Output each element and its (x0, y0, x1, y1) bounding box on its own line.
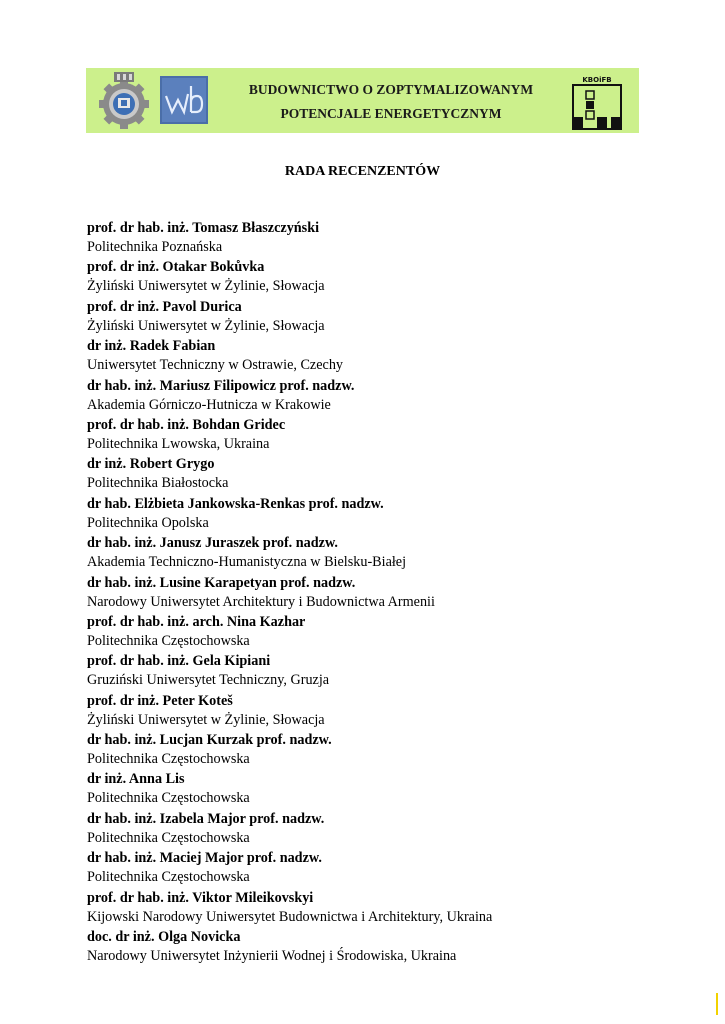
reviewer-entry (87, 613, 687, 652)
kboifb-logo (572, 73, 622, 130)
reviewer-name: dr inż. Radek Fabian (87, 338, 216, 355)
reviewer-name: dr inż. Robert Grygo (87, 456, 215, 473)
reviewer-entry (87, 849, 687, 888)
journal-title-line2: POTENCJALE ENERGETYCZNYM (280, 106, 502, 121)
reviewer-affiliation: Politechnika Częstochowska (87, 869, 250, 886)
reviewer-entry (87, 692, 687, 731)
reviewer-entry (87, 810, 687, 849)
journal-title-line1: BUDOWNICTWO O ZOPTYMALIZOWANYM (248, 82, 534, 97)
reviewer-affiliation: Gruziński Uniwersytet Techniczny, Gruzja (87, 672, 330, 689)
reviewer-affiliation: Politechnika Częstochowska (87, 829, 250, 846)
reviewer-name: dr hab. inż. Lusine Karapetyan prof. nadzw. (87, 574, 356, 591)
reviewer-affiliation: Kijowski Narodowy Uniwersytet Budownictwa i Architektury, Ukraina (87, 908, 493, 925)
reviewer-name: prof. dr inż. Otakar Bokůvka (87, 259, 265, 276)
reviewer-entry (87, 652, 687, 691)
reviewer-entry (87, 534, 687, 573)
reviewer-entry (87, 495, 687, 534)
wb-faculty-logo (160, 76, 208, 124)
kboifb-logo-text: KBOiFB (582, 76, 612, 84)
reviewer-entry (87, 731, 687, 770)
journal-header-band (86, 68, 639, 133)
reviewer-name: prof. dr hab. inż. Tomasz Błaszczyński (87, 220, 320, 236)
reviewer-entry (87, 770, 687, 809)
reviewer-entry (87, 219, 687, 258)
journal-title (226, 78, 556, 126)
university-gear-logo (98, 72, 150, 130)
reviewer-affiliation: Żyliński Uniwersytet w Żylinie, Słowacja (87, 711, 325, 728)
reviewer-affiliation: Akademia Techniczno-Humanistyczna w Bielsku-Białej (87, 554, 407, 571)
section-title: RADA RECENZENTÓW (284, 164, 441, 179)
reviewer-affiliation: Narodowy Uniwersytet Architektury i Budownictwa Armenii (87, 593, 435, 610)
reviewer-affiliation: Narodowy Uniwersytet Inżynierii Wodnej i Środowiska, Ukraina (87, 948, 457, 965)
reviewer-name: dr hab. inż. Mariusz Filipowicz prof. nadzw. (87, 377, 355, 394)
reviewer-affiliation: Politechnika Częstochowska (87, 751, 250, 768)
reviewer-name: prof. dr hab. inż. Bohdan Gridec (87, 416, 286, 433)
reviewer-entry (87, 258, 687, 297)
reviewer-affiliation: Politechnika Częstochowska (87, 790, 250, 807)
reviewer-name: prof. dr hab. inż. Viktor Mileikovskyi (87, 889, 314, 906)
reviewer-name: prof. dr inż. Peter Koteš (87, 692, 233, 709)
reviewer-name: dr hab. inż. Lucjan Kurzak prof. nadzw. (87, 732, 332, 749)
reviewer-affiliation: Politechnika Poznańska (87, 239, 223, 255)
reviewer-affiliation: Akademia Górniczo-Hutnicza w Krakowie (87, 396, 331, 413)
reviewer-entry (87, 455, 687, 494)
reviewer-entry (87, 889, 687, 928)
reviewer-affiliation: Politechnika Częstochowska (87, 632, 250, 649)
reviewer-list (87, 219, 687, 967)
reviewer-affiliation: Politechnika Opolska (87, 514, 209, 531)
reviewer-entry (87, 928, 687, 967)
reviewer-entry (87, 574, 687, 613)
reviewer-entry (87, 416, 687, 455)
reviewer-name: prof. dr hab. inż. Gela Kipiani (87, 653, 271, 670)
page-edge-mark (716, 993, 718, 1015)
reviewer-name: dr hab. Elżbieta Jankowska-Renkas prof. nadzw. (87, 495, 384, 512)
reviewer-entry (87, 377, 687, 416)
reviewer-name: dr inż. Anna Lis (87, 771, 185, 788)
reviewer-name: dr hab. inż. Janusz Juraszek prof. nadzw. (87, 535, 338, 552)
reviewer-affiliation: Politechnika Białostocka (87, 475, 229, 492)
reviewer-affiliation: Żyliński Uniwersytet w Żylinie, Słowacja (87, 317, 325, 334)
reviewer-name: dr hab. inż. Izabela Major prof. nadzw. (87, 810, 325, 827)
reviewer-affiliation: Żyliński Uniwersytet w Żylinie, Słowacja (87, 278, 325, 295)
reviewer-entry (87, 298, 687, 337)
reviewer-name: prof. dr hab. inż. arch. Nina Kazhar (87, 613, 306, 630)
reviewer-name: doc. dr inż. Olga Novicka (87, 929, 241, 946)
reviewer-affiliation: Uniwersytet Techniczny w Ostrawie, Czechy (87, 357, 344, 374)
reviewer-entry (87, 337, 687, 376)
reviewer-name: prof. dr inż. Pavol Durica (87, 298, 242, 315)
reviewer-affiliation: Politechnika Lwowska, Ukraina (87, 435, 270, 452)
reviewer-name: dr hab. inż. Maciej Major prof. nadzw. (87, 850, 322, 867)
